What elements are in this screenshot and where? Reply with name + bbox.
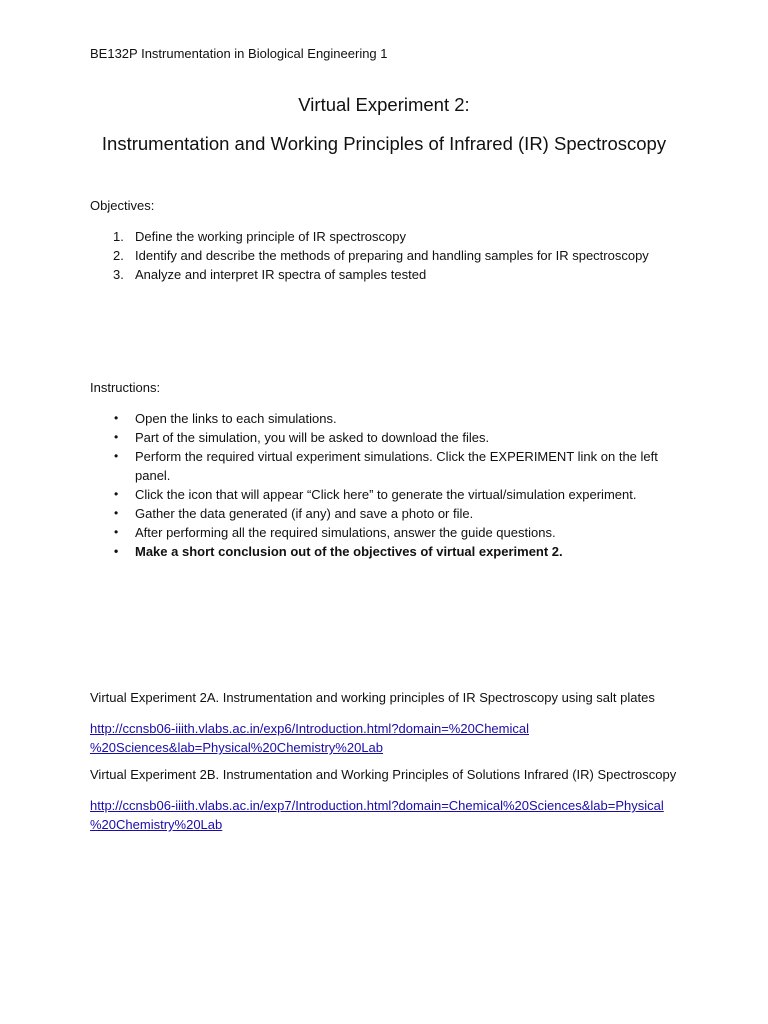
list-number: 3. <box>113 267 124 282</box>
instruction-item <box>90 523 660 542</box>
instruction-text: After performing all the required simulations, answer the guide questions. <box>135 525 556 540</box>
link-line[interactable]: %20Sciences&lab=Physical%20Chemistry%20Lab <box>90 740 384 755</box>
instruction-item <box>90 485 660 504</box>
instruction-text: Make a short conclusion out of the objectives of virtual experiment 2. <box>135 544 563 559</box>
document-title-line-1: Virtual Experiment 2: <box>298 94 470 115</box>
instruction-item <box>90 504 660 523</box>
objective-item <box>90 227 649 246</box>
bullet-icon: • <box>114 430 119 444</box>
bullet-icon: • <box>114 544 119 558</box>
instruction-text: Click the icon that will appear “Click here” to generate the virtual/simulation experiment. <box>135 487 637 502</box>
link-line[interactable]: http://ccnsb06-iiith.vlabs.ac.in/exp6/Introduction.html?domain=%20Chemical <box>90 721 529 736</box>
instruction-item <box>90 409 660 428</box>
instruction-item <box>90 542 660 561</box>
course-header: BE132P Instrumentation in Biological Engineering 1 <box>90 46 388 61</box>
bullet-icon: • <box>114 506 119 520</box>
instruction-text: Open the links to each simulations. <box>135 411 337 426</box>
link-line[interactable]: http://ccnsb06-iiith.vlabs.ac.in/exp7/Introduction.html?domain=Chemical%20Sciences&lab=Physical <box>90 798 664 813</box>
instruction-item <box>90 447 660 485</box>
instruction-item <box>90 428 660 447</box>
experiment-2b-title: Virtual Experiment 2B. Instrumentation and Working Principles of Solutions Infrared (IR) Spectroscopy <box>90 767 677 782</box>
instructions-list <box>90 409 660 561</box>
objectives-heading: Objectives: <box>90 198 155 213</box>
bullet-icon: • <box>114 525 119 539</box>
objective-text: Analyze and interpret IR spectra of samples tested <box>135 267 427 282</box>
experiment-2a-title: Virtual Experiment 2A. Instrumentation and working principles of IR Spectroscopy using salt plates <box>90 690 655 705</box>
experiment-2b-link[interactable] <box>90 796 664 834</box>
instruction-text: Gather the data generated (if any) and save a photo or file. <box>135 506 474 521</box>
list-number: 1. <box>113 229 124 244</box>
link-line[interactable]: %20Chemistry%20Lab <box>90 817 223 832</box>
objective-text: Define the working principle of IR spectroscopy <box>135 229 406 244</box>
bullet-icon: • <box>114 487 119 501</box>
objectives-list <box>90 227 649 284</box>
experiment-2a-link[interactable] <box>90 719 529 757</box>
bullet-icon: • <box>114 411 119 425</box>
instruction-text: Perform the required virtual experiment simulations. Click the EXPERIMENT link on the left panel. <box>135 449 658 483</box>
objective-text: Identify and describe the methods of preparing and handling samples for IR spectroscopy <box>135 248 649 263</box>
objective-item <box>90 265 649 284</box>
bullet-icon: • <box>114 449 119 463</box>
list-number: 2. <box>113 248 124 263</box>
document-title-line-2: Instrumentation and Working Principles of Infrared (IR) Spectroscopy <box>101 133 667 154</box>
instruction-text: Part of the simulation, you will be asked to download the files. <box>135 430 490 445</box>
instructions-heading: Instructions: <box>90 380 161 395</box>
objective-item <box>90 246 649 265</box>
